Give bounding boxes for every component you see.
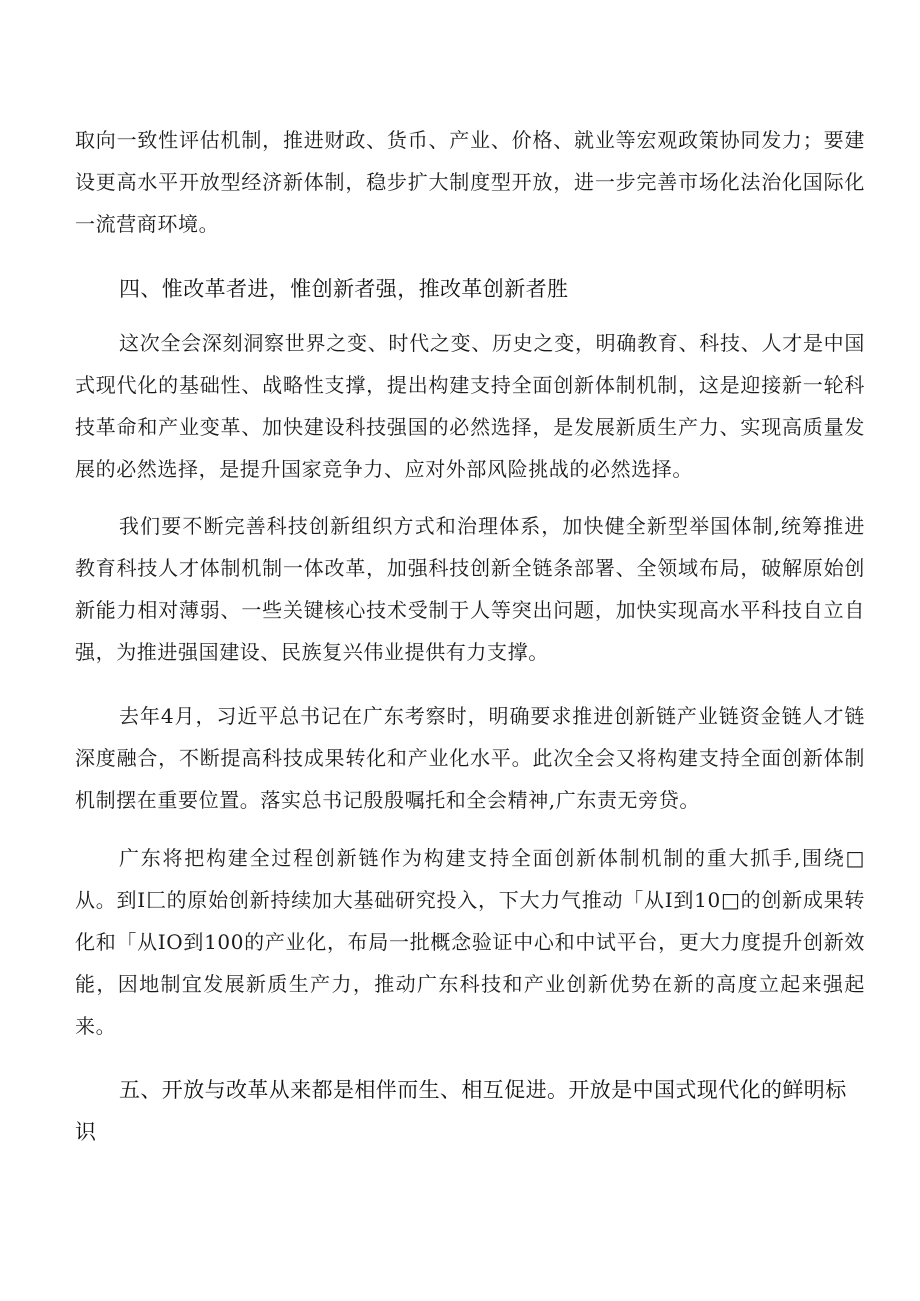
paragraph-innovation-system: 我们要不断完善科技创新组织方式和治理体系，加快健全新型举国体制,统筹推进教育科技人才体制机制一体改革，加强科技创新全链条部署、全领域布局，破解原始创新能力相对薄弱、一些关键核心技术受制于人等突出问题，加快实现高水平科技自立自强，为推进强国建设、民族复兴伟业提供有力支撑。 [75, 514, 865, 664]
paragraph-continuation: 取向一致性评估机制，推进财政、货币、产业、价格、就业等宏观政策协同发力；要建设更高水平开放型经济新体制，稳步扩大制度型开放，进一步完善市场化法治化国际化一流营商环境。 [75, 128, 865, 236]
paragraph-guangdong-inspection: 去年4月，习近平总书记在广东考察时，明确要求推进创新链产业链资金链人才链深度融合，不断提高科技成果转化和产业化水平。此次全会又将构建支持全面创新体制机制摆在重要位置。落实总书记殷殷嘱托和全会精神,广东责无旁贷。 [75, 704, 865, 812]
paragraph-innovation-overview: 这次全会深刻洞察世界之变、时代之变、历史之变，明确教育、科技、人才是中国式现代化的基础性、战略性支撑，提出构建支持全面创新体制机制，这是迎接新一轮科技革命和产业变革、加快建设科技强国的必然选择，是发展新质生产力、实现高质量发展的必然选择，是提升国家竞争力、应对外部风险挑战的必然选择。 [75, 331, 865, 481]
section-heading-4: 四、惟改革者进，惟创新者强，推改革创新者胜 [119, 277, 569, 301]
section-heading-5: 五、开放与改革从来都是相伴而生、相互促进。开放是中国式现代化的鲜明标识 [75, 1078, 847, 1144]
paragraph-guangdong-plan: 广东将把构建全过程创新链作为构建支持全面创新体制机制的重大抓手,围绕□从。到I匚的原始创新持续加大基础研究投入，下大力气推动「从I到10□的创新成果转化和「从IO到100的产业化，布局一批概念验证中心和中试平台，更大力度提升创新效能，因地制宜发展新质生产力，推动广东科技和产业创新优势在新的高度立起来强起来。 [75, 846, 865, 1038]
